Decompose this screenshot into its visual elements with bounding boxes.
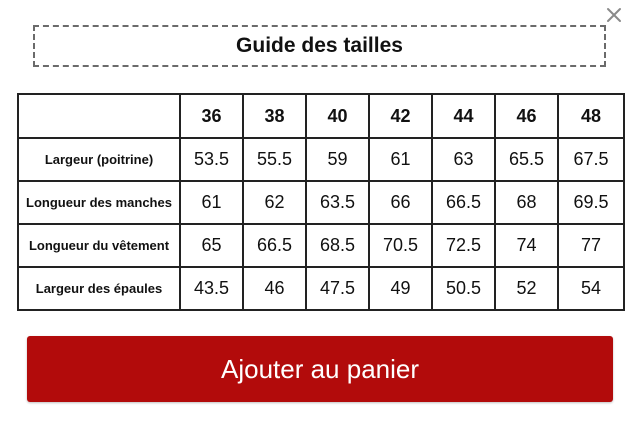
size-header-48: 48 [558,94,624,138]
table-cell: 66.5 [432,181,495,224]
table-cell: 49 [369,267,432,310]
table-cell: 59 [306,138,369,181]
size-header-42: 42 [369,94,432,138]
table-cell: 46 [243,267,306,310]
add-to-cart-button[interactable] [27,336,613,402]
table-cell: 68 [495,181,558,224]
table-row [18,138,624,181]
size-header-46: 46 [495,94,558,138]
table-cell: 65.5 [495,138,558,181]
table-cell: 65 [180,224,243,267]
modal-title: Guide des tailles [236,34,403,57]
table-row [18,224,624,267]
size-header-row [18,94,624,138]
table-cell: 53.5 [180,138,243,181]
table-cell: 61 [180,181,243,224]
table-cell: 69.5 [558,181,624,224]
table-cell: 72.5 [432,224,495,267]
table-row [18,181,624,224]
table-cell: 43.5 [180,267,243,310]
table-cell: 67.5 [558,138,624,181]
table-cell: 61 [369,138,432,181]
table-cell: 62 [243,181,306,224]
size-header-40: 40 [306,94,369,138]
table-cell: 50.5 [432,267,495,310]
table-cell: 63.5 [306,181,369,224]
size-header-36: 36 [180,94,243,138]
table-cell: 47.5 [306,267,369,310]
table-row [18,267,624,310]
table-cell: 66.5 [243,224,306,267]
table-cell: 77 [558,224,624,267]
table-cell: 54 [558,267,624,310]
corner-cell [18,94,180,138]
row-label-shoulder-width: Largeur des épaules [18,267,180,310]
close-button[interactable] [603,6,625,28]
table-cell: 55.5 [243,138,306,181]
table-cell: 74 [495,224,558,267]
table-cell: 52 [495,267,558,310]
table-cell: 66 [369,181,432,224]
row-label-garment-length: Longueur du vêtement [18,224,180,267]
close-icon[interactable] [606,7,622,28]
row-label-sleeve-length: Longueur des manches [18,181,180,224]
size-header-38: 38 [243,94,306,138]
modal-title-box [33,25,606,67]
size-header-44: 44 [432,94,495,138]
row-label-chest-width: Largeur (poitrine) [18,138,180,181]
table-cell: 70.5 [369,224,432,267]
add-to-cart-label: Ajouter au panier [220,353,420,384]
table-cell: 63 [432,138,495,181]
table-cell: 68.5 [306,224,369,267]
size-guide-table [17,93,625,311]
